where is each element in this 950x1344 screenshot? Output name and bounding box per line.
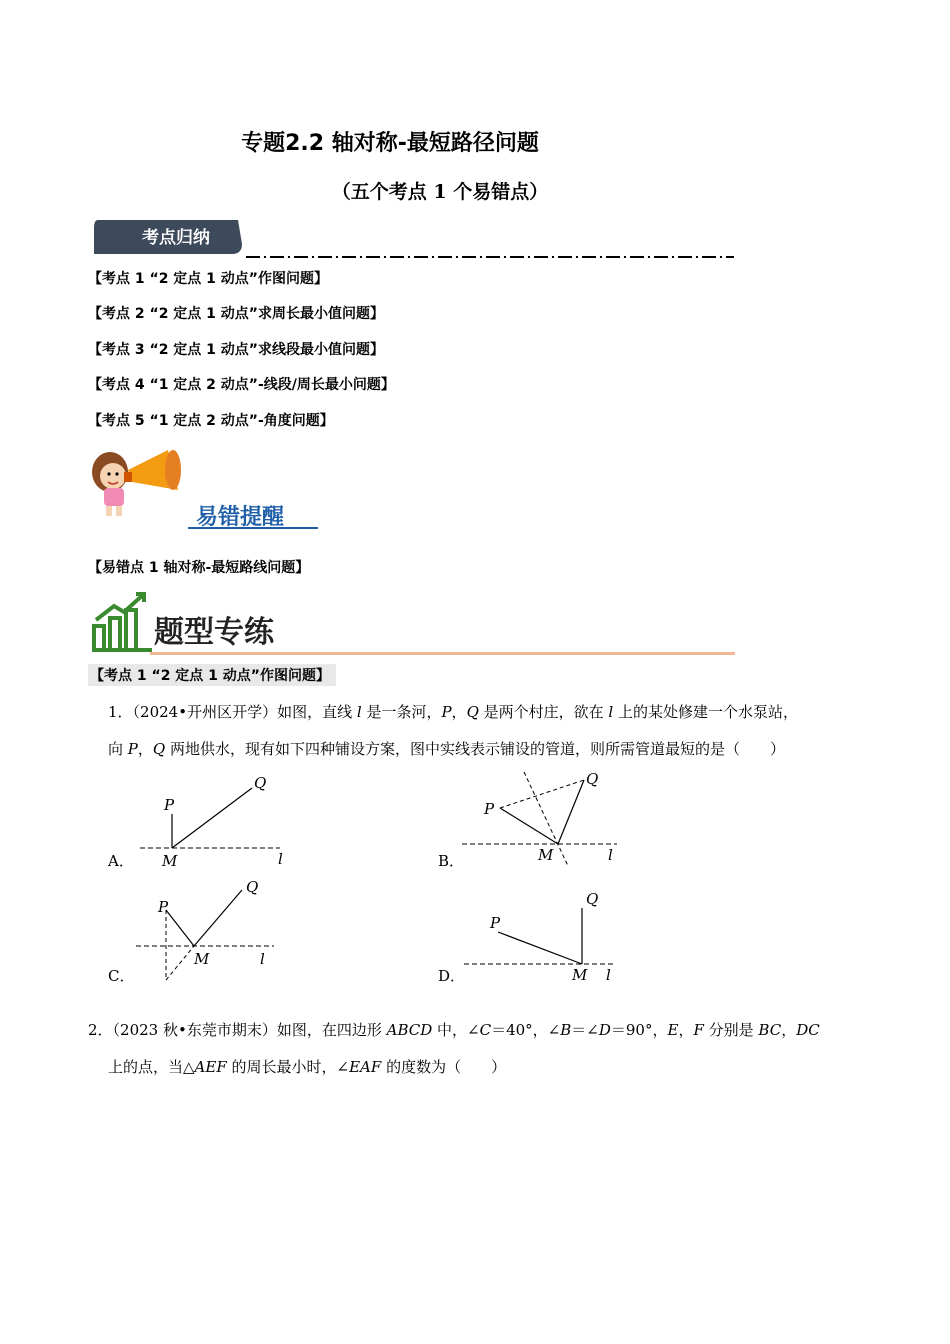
point-P: P — [490, 914, 501, 932]
q2-var: DC — [796, 1021, 820, 1039]
q1-text: 如图，直线 — [277, 703, 357, 721]
q1-option-d[interactable]: D． — [438, 967, 466, 985]
q2-text: ＝40°，∠ — [491, 1021, 561, 1039]
kaodian-item-5: 【考点 5 “1 定点 2 动点”-角度问题】 — [88, 413, 334, 429]
q2-line2 — [108, 1049, 868, 1085]
q1-figure-b — [462, 766, 622, 870]
q1-text: ， — [451, 703, 467, 721]
line-l: l — [608, 846, 613, 864]
point-P: P — [484, 800, 495, 818]
q2-var: AEF — [194, 1058, 227, 1076]
point-P: P — [164, 796, 175, 814]
chart-growth-icon — [92, 594, 152, 650]
q1-source: （2024•开州区开学） — [132, 703, 278, 721]
q2-source: （2023 秋•东莞市期末） — [112, 1021, 277, 1039]
q1-var: P — [441, 703, 452, 721]
line-l: l — [278, 850, 283, 868]
q1-option-b[interactable]: B． — [438, 852, 465, 870]
yicuo-banner — [88, 440, 323, 532]
point-M: M — [572, 966, 588, 984]
q2-text: 的周长最小时，∠ — [226, 1058, 350, 1076]
q2-var: D — [598, 1021, 611, 1039]
q1-line2 — [108, 731, 888, 767]
point-Q: Q — [246, 878, 259, 896]
kaodian-item-1: 【考点 1 “2 定点 1 动点”作图问题】 — [88, 271, 328, 287]
q1-text: 向 — [108, 740, 128, 758]
q2-text: ， — [781, 1021, 797, 1039]
q1-var: l — [608, 703, 614, 721]
q1-figure-d — [464, 880, 624, 986]
q2-text: 的度数为（ ） — [381, 1058, 507, 1076]
q2-text: 中，∠ — [432, 1021, 480, 1039]
q2-text: 分别是 — [703, 1021, 759, 1039]
q1-option-a[interactable]: A． — [108, 852, 134, 870]
q1-var: Q — [466, 703, 479, 721]
q1-text: ， — [137, 740, 153, 758]
q1-text: 是两个村庄，欲在 — [478, 703, 609, 721]
q2-var: C — [479, 1021, 492, 1039]
q1-var: P — [127, 740, 138, 758]
q2-var: ABCD — [386, 1021, 433, 1039]
girl-megaphone-icon — [92, 450, 181, 516]
point-P: P — [158, 898, 169, 916]
point-Q: Q — [586, 890, 599, 908]
kaodian-banner — [92, 214, 244, 258]
kaodian-item-3: 【考点 3 “2 定点 1 动点”求线段最小值问题】 — [88, 342, 384, 358]
point-Q: Q — [586, 770, 599, 788]
q2-text: 上的点，当△ — [108, 1058, 195, 1076]
q1-text: 上的某处修建一个水泵站， — [613, 703, 799, 721]
line-l: l — [606, 966, 611, 984]
section-header: 【考点 1 “2 定点 1 动点”作图问题】 — [88, 664, 336, 686]
q1-var: l — [356, 703, 362, 721]
q2-number: 2． — [88, 1021, 113, 1039]
q2-text: ＝90°， — [610, 1021, 668, 1039]
q2-var: BC — [758, 1021, 782, 1039]
yicuo-item-1: 【易错点 1 轴对称-最短路线问题】 — [88, 560, 310, 576]
q2-var: E — [667, 1021, 679, 1039]
kaodian-dash-line — [246, 256, 734, 258]
q1-option-c[interactable]: C． — [108, 967, 135, 985]
q1-text: 是一条河， — [361, 703, 442, 721]
q2-line1 — [88, 1012, 878, 1048]
kaodian-item-4: 【考点 4 “1 定点 2 动点”-线段/周长最小问题】 — [88, 377, 395, 393]
yicuo-banner-label: 易错提醒 — [195, 505, 285, 530]
q1-figure-a — [140, 770, 300, 870]
q2-var: B — [560, 1021, 572, 1039]
tixing-banner-label: 题型专练 — [154, 615, 274, 650]
kaodian-banner-label: 考点归纳 — [142, 228, 210, 248]
point-M: M — [162, 852, 178, 870]
point-Q: Q — [254, 774, 267, 792]
kaodian-item-2: 【考点 2 “2 定点 1 动点”求周长最小值问题】 — [88, 306, 384, 322]
tixing-divider — [150, 652, 735, 655]
q2-text: ， — [678, 1021, 694, 1039]
q2-text: 如图，在四边形 — [276, 1021, 387, 1039]
q2-var: F — [693, 1021, 704, 1039]
point-M: M — [194, 950, 210, 968]
tixing-banner — [92, 590, 292, 652]
point-M: M — [538, 846, 554, 864]
line-l: l — [260, 950, 265, 968]
q1-number: 1． — [108, 703, 133, 721]
page-title: 专题2.2 轴对称-最短路径问题 — [241, 131, 539, 156]
q2-text: ＝∠ — [571, 1021, 599, 1039]
q1-figure-c — [136, 876, 296, 986]
q1-var: Q — [152, 740, 166, 758]
q2-var: EAF — [349, 1058, 382, 1076]
page-subtitle: （五个考点 1 个易错点） — [331, 181, 549, 203]
q1-text: 两地供水，现有如下四种铺设方案，图中实线表示铺设的管道，则所需管道最短的是（ ） — [165, 740, 785, 758]
q1-line1 — [108, 694, 868, 730]
